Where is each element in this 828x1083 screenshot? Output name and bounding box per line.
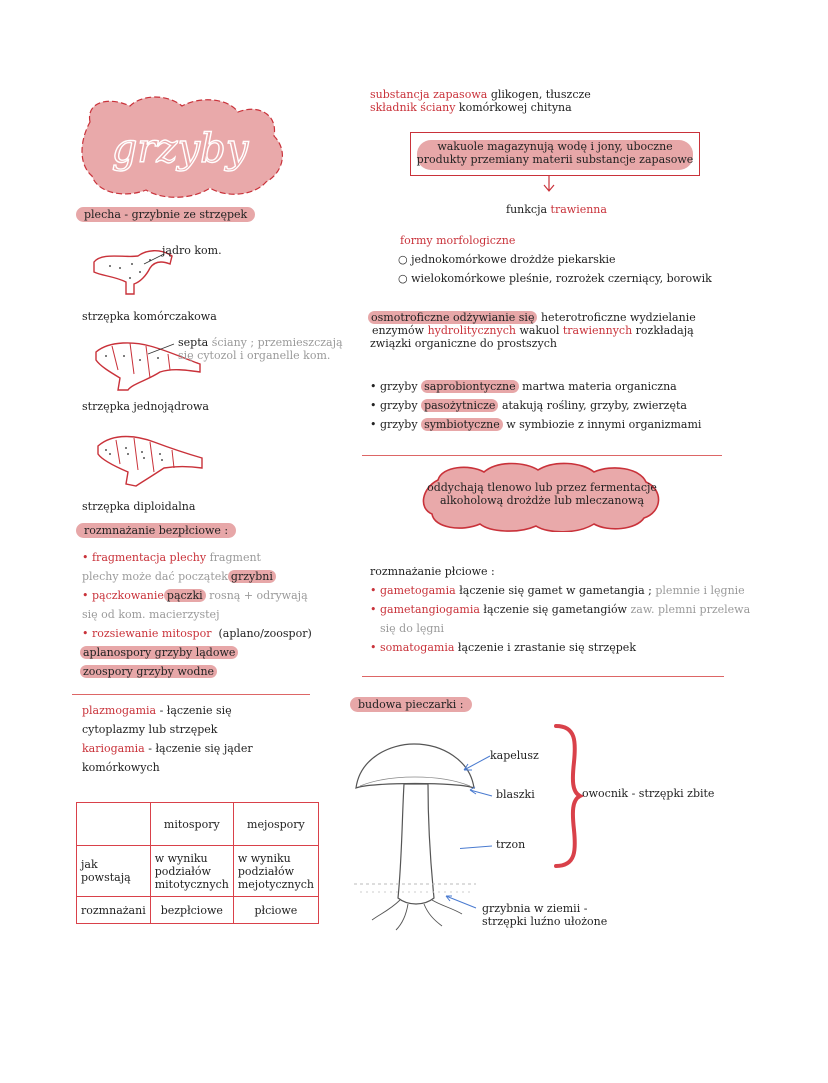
table-row [77, 803, 319, 846]
paczkowanie-line2: się od kom. macierzystej [82, 608, 220, 621]
curly-brace-icon [546, 722, 584, 870]
right-divider-2 [362, 676, 724, 677]
table-row [77, 846, 319, 897]
kapelusz-label: kapelusz [490, 749, 539, 762]
plecha-label: plecha - grzybnie ze strzępek [76, 208, 255, 222]
formy-item: ○ jednokomórkowe drożdże piekarskie [398, 253, 616, 266]
table-cell: mitospory [150, 803, 233, 846]
cloud-line2: alkoholową drożdże lub mleczanową [439, 494, 645, 507]
kariogamia-line2: komórkowych [82, 761, 160, 774]
kariogamia-line: kariogamia - łączenie się jąder [82, 742, 253, 755]
table-row [77, 897, 319, 924]
rozmnazanie-plciowe-heading: rozmnażanie płciowe : [370, 565, 495, 578]
osmo-line3: związki organiczne do prostszych [370, 337, 557, 350]
hypha-diploidalna-drawing [92, 428, 208, 488]
gametangiogamia-line: • gametangiogamia łączenie się gametangiów zaw. plemni przelewa [370, 603, 751, 616]
grzybnia-label-line1: grzybnia w ziemii - [482, 902, 588, 915]
grzybnia-label-line2: strzępki luźno ułożone [482, 915, 608, 928]
table-cell: mejospory [233, 803, 318, 846]
plazmogamia-line2: cytoplazmy lub strzępek [82, 723, 218, 736]
zoospory-line: zoospory grzyby wodne [80, 665, 217, 679]
aplanospory-line: aplanospory grzyby lądowe [80, 646, 238, 660]
osmo-line1: osmotroficzne odżywianie się heterotroficzne wydzielanie [368, 311, 696, 325]
substancja-line: substancja zapasowa glikogen, tłuszcze [370, 88, 591, 101]
septa-note-line2: się cytozol i organelle kom. [178, 349, 331, 362]
somatogamia-line: • somatogamia łączenie i zrastanie się strzępek [370, 641, 636, 654]
wakuole-line2: produkty przemiany materii substancje zapasowe [416, 153, 694, 166]
blaszki-label: blaszki [496, 788, 535, 801]
fragmentacja-line: • fragmentacja plechy fragment [82, 551, 261, 564]
jadro-label: jądro kom. [162, 244, 222, 257]
grzyby-item: • grzyby symbiotyczne w symbiozie z innymi organizmami [370, 418, 702, 431]
table-cell [77, 803, 151, 846]
right-divider-1 [362, 455, 722, 456]
wakuole-line1: wakuole magazynują wodę i jony, uboczne [437, 140, 673, 153]
strzepka-diploidalna-label: strzępka diploidalna [82, 500, 196, 513]
formy-item: ○ wielokomórkowe pleśnie, rozrożek czerniący, borowik [398, 272, 712, 285]
formy-heading: formy morfologiczne [400, 234, 516, 247]
wakuole-box [410, 132, 700, 176]
sklad-line: składnik ściany komórkowej chityna [370, 101, 572, 114]
strzepka-komorczakowa-label: strzępka komórczakowa [82, 310, 217, 323]
grzybnia-arrow [440, 890, 480, 914]
title-art-text: grzyby [111, 126, 249, 172]
down-arrow-icon [542, 176, 556, 194]
table-cell: w wyniku podziałów mitotycznych [150, 846, 233, 897]
grzyby-item: • grzyby pasożytnicze atakują rośliny, grzyby, zwierzęta [370, 399, 687, 412]
left-divider [72, 694, 310, 695]
osmo-line2: enzymów hydrolitycznych wakuol trawiennych rozkładają [372, 324, 694, 337]
gametangiogamia-line2: się do lęgni [380, 622, 445, 635]
strzepka-jednojadrowa-label: strzępka jednojądrowa [82, 400, 209, 413]
owocnik-label: owocnik - strzępki zbite [582, 787, 715, 800]
gametogamia-line: • gametogamia łączenie się gamet w gametangia ; plemnie i lęgnie [370, 584, 745, 597]
fragmentacja-line2: plechy może dać początek grzybni [82, 570, 276, 584]
funkcja-line: funkcja trawienna [506, 203, 607, 216]
table-cell: jak powstają [77, 846, 151, 897]
spores-table [76, 802, 319, 924]
septa-note: septa ściany ; przemieszczają [178, 336, 343, 349]
cloud-line1: oddychają tlenowo lub przez fermentacje [427, 481, 657, 494]
budowa-heading: budowa pieczarki : [350, 698, 472, 712]
table-cell: rozmnażani [77, 897, 151, 924]
rozsiewanie-line: • rozsiewanie mitospor (aplano/zoospor) [82, 627, 312, 640]
table-cell: w wyniku podziałów mejotycznych [233, 846, 318, 897]
table-cell: bezpłciowe [150, 897, 233, 924]
paczkowanie-line: • pączkowanie pączki rosną + odrywają [82, 589, 308, 602]
grzyby-item: • grzyby saprobiontyczne martwa materia organiczna [370, 380, 677, 393]
plazmogamia-line: plazmogamia - łączenie się [82, 704, 232, 717]
title-art [78, 92, 290, 202]
trzon-label: trzon [496, 838, 526, 851]
label-arrows [460, 750, 500, 870]
table-cell: płciowe [233, 897, 318, 924]
rozmnazanie-bezplciowe-heading: rozmnażanie bezpłciowe : [76, 524, 236, 538]
